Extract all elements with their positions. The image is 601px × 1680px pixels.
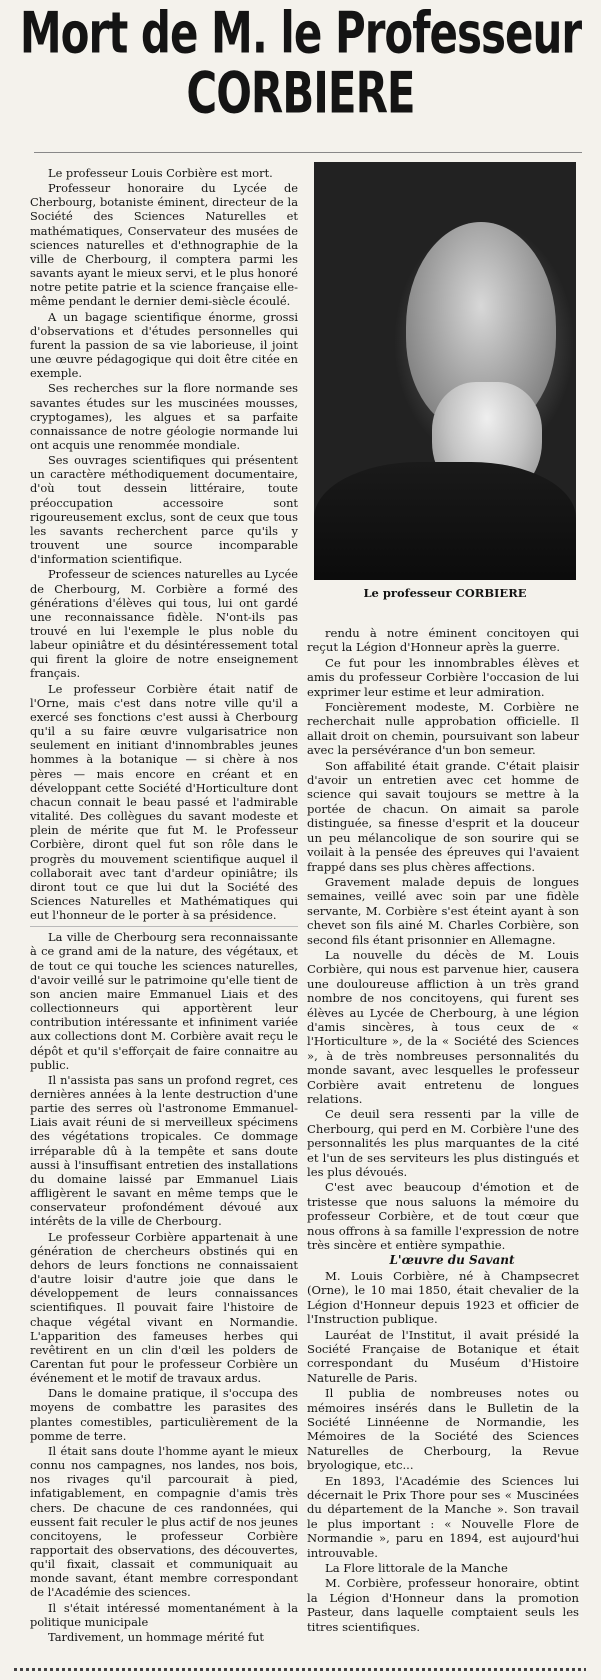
article-paragraph: C'est avec beaucoup d'émotion et de tristesse que nous saluons la mémoire du professeur Corbière, et de tout cœur que nous offrons à sa famille l'expression de notre très sincère et entière sympathie.	[307, 1180, 579, 1253]
page-bottom-rule	[14, 1668, 586, 1671]
article-paragraph: La nouvelle du décès de M. Louis Corbière, qui nous est parvenue hier, causera une douloureuse affliction à un très grand nombre de nos concitoyens, qui furent ses élèves au Lycée de Cherbourg, à une légion d'amis sincères, à tous ceux de « l'Horticulture », de la « Société des Sciences », à de très nombreuses personnalités du monde savant, avec lesquelles le professeur Corbière avait entretenu de longues relations.	[307, 947, 579, 1106]
article-paragraph: En 1893, l'Académie des Sciences lui décernait le Prix Thore pour ses « Muscinées du département de la Manche ». Son travail le plus important : « Nouvelle Flore de Normandie », paru en 1894, est aujourd'hui introuvable.	[307, 1473, 579, 1560]
article-paragraph: La Flore littorale de la Manche	[325, 1561, 508, 1575]
article-paragraph: rendu à notre éminent concitoyen qui reçut la Légion d'Honneur après la guerre.	[307, 626, 579, 655]
article-paragraph: Ses ouvrages scientifiques qui présentent un caractère méthodiquement documentaire, d'où tout dessein littéraire, toute préoccupation accessoire sont rigoureusement exclus, sont de ceux que tous les savants recherchent parce qu'ils y trouvent une source incomparable d'information scientifique.	[30, 453, 298, 567]
article-column-1	[30, 166, 298, 1645]
article-paragraph: A un bagage scientifique énorme, grossi d'observations et d'études personnelles qui furent la passion de sa vie laborieuse, il joint une œuvre pédagogique qui doit être citée en exemple.	[30, 309, 298, 381]
article-paragraph: Il était sans doute l'homme ayant le mieux connu nos campagnes, nos landes, nos bois, nos rivages qu'il parcourait à pied, infatigablement, en compagnie d'amis très chers. De chacune de ces randonnées, qui eussent fait reculer le plus actif de nos jeunes concitoyens, le professeur Corbière rapportait des observations, des découvertes, qu'il fixait, classait et communiquait au monde savant, étant membre correspondant de l'Académie des sciences.	[30, 1443, 298, 1600]
article-paragraph: M. Louis Corbière, né à Champsecret (Orne), le 10 mai 1850, était chevalier de la Légion d'Honneur depuis 1923 et officier de l'Instruction publique.	[307, 1268, 579, 1327]
article-paragraph: Ses recherches sur la flore normande ses savantes études sur les muscinées mousses, cryptogames), les algues et sa parfaite connaissance de notre géologie normande lui ont acquis une renommée mondiale.	[30, 381, 298, 452]
article-paragraph: Professeur honoraire du Lycée de Cherbourg, botaniste éminent, directeur de la Société des Sciences Naturelles et mathématiques, Conservateur des musées de sciences naturelles et d'ethnographie de la ville de Cherbourg, il comptera parmi les savants ayant le mieux servi, et le plus honoré notre petite patrie et la science française elle-même pendant le dernier demi-siècle écoulé.	[30, 181, 298, 309]
article-paragraph: Le professeur Corbière appartenait à une génération de chercheurs obstinés qui en dehors de leurs fonctions ne connaissaient d'autre loisir d'autre joie que dans le développement de leurs connaissances scientifiques. Il pouvait faire l'histoire de chaque végétal vivant en Normandie. L'apparition des fameuses herbes qui revêtirent en un clin d'œil les polders de Carentan fut pour le professeur Corbière un événement et le motif de travaux ardus.	[30, 1229, 298, 1386]
article-column-2	[307, 626, 579, 1635]
article-paragraph: Le professeur Louis Corbière est mort.	[48, 166, 273, 180]
article-paragraph: Lauréat de l'Institut, il avait présidé la Société Française de Botanique et était correspondant du Muséum d'Histoire Naturelle de Paris.	[307, 1327, 579, 1385]
article-paragraph: Gravement malade depuis de longues semaines, veillé avec soin par une fidèle servante, M. Corbière s'est éteint ayant à son chevet son fils ainé M. Charles Corbière, son second fils étant prisonnier en Allemagne.	[307, 874, 579, 947]
headline-line-1: Mort de M. le Professeur	[19, 0, 582, 67]
article-paragraph: Ce fut pour les innombrables élèves et amis du professeur Corbière l'occasion de lui exprimer leur estime et leur admiration.	[307, 655, 579, 699]
article-paragraph: Foncièrement modeste, M. Corbière ne recherchait nulle approbation officielle. Il allait droit on chemin, poursuivant son labeur avec la persévérance d'un bon semeur.	[307, 700, 579, 758]
section-subhead: L'œuvre du Savant	[389, 1253, 515, 1268]
article-paragraph: Il s'était intéressé momentanément à la politique municipale	[30, 1600, 298, 1629]
article-paragraph: Ce deuil sera ressenti par la ville de Cherbourg, qui perd en M. Corbière l'une des personnalités les plus marquantes de la cité et l'un de ses serviteurs les plus distingués et les plus dévoués.	[307, 1107, 579, 1180]
article-paragraph: La ville de Cherbourg sera reconnaissante à ce grand ami de la nature, des végétaux, et de tout ce qui touche les sciences naturelles, d'avoir veillé sur le patrimoine qu'elle tient de son ancien maire Emmanuel Liais et des collectionneurs qui apportèrent leur contribution intéressante et infiniment variée aux collections dont M. Corbière avait reçu le dépôt et qu'il s'efforçait de faire connaitre au public.	[30, 926, 298, 1072]
article-paragraph: Il n'assista pas sans un profond regret, ces dernières années à la lente destruction d'une partie des serres où l'astronome Emmanuel-Liais avait réuni de si merveilleux spécimens des végétations tropicales. Ce dommage irréparable dû à la tempête et sans doute aussi à l'insuffisant entretien des installations du domaine laissé par Emmanuel Liais affligèrent le savant en même temps que le conservateur profondément dévoué aux intérêts de la ville de Cherbourg.	[30, 1072, 298, 1229]
photo-caption: Le professeur CORBIERE	[363, 586, 527, 600]
article-paragraph: Dans le domaine pratique, il s'occupa des moyens de combattre les parasites des plantes comestibles, particulièrement de la pomme de terre.	[30, 1386, 298, 1443]
article-paragraph: Il publia de nombreuses notes ou mémoires insérés dans le Bulletin de la Société Linnéenne de Normandie, les Mémoires de la Société des Sciences Naturelles de Cherbourg, la Revue bryologique, etc...	[307, 1386, 579, 1473]
article-paragraph: Professeur de sciences naturelles au Lycée de Cherbourg, M. Corbière a formé des générations d'élèves qui tous, lui ont gardé une reconnaissance fidèle. N'ont-ils pas trouvé en lui l'exemple le plus noble du labeur opiniâtre et du désintéressement total qui firent la gloire de notre enseignement français.	[30, 567, 298, 681]
headline	[0, 0, 601, 126]
article-paragraph: Tardivement, un hommage mérité fut	[48, 1629, 264, 1644]
article-paragraph: Son affabilité était grande. C'était plaisir d'avoir un entretien avec cet homme de science qui savait toujours se mettre à la portée de chacun. On aimait sa parole distinguée, sa finesse d'esprit et la douceur un peu mélancolique de son sourire qui se voilait à la pensée des épreuves qui l'avaient frappé dans ses plus chères affections.	[307, 758, 579, 874]
portrait-coat	[314, 462, 576, 580]
article-paragraph: Le professeur Corbière était natif de l'Orne, mais c'est dans notre ville qu'il a exercé ses fonctions c'est aussi à Cherbourg qu'il a su faire œuvre vulgarisatrice non seulement en initiant d'innombrables jeunes hommes à la botanique — si chère à nos pères — mais encore en créant et en développant cette Société d'Horticulture dont chacun connait le beau passé et l'admirable vitalité. Des collègues du savant modeste et plein de mérite que fut M. le Professeur Corbière, diront quel fut son rôle dans le progrès du mouvement scientifique auquel il collaborait avec tant d'ardeur opiniâtre; ils diront tout ce que lui dut la Société des Sciences Naturelles et Mathématiques qui eut l'honneur de le porter à sa présidence.	[30, 681, 298, 923]
article-paragraph: M. Corbière, professeur honoraire, obtint la Légion d'Honneur dans la promotion Pasteur, dans laquelle comptaient seuls les titres scientifiques.	[307, 1576, 579, 1634]
headline-rule	[34, 152, 582, 153]
portrait-photo	[314, 162, 576, 580]
headline-line-2: CORBIERE	[186, 59, 415, 126]
